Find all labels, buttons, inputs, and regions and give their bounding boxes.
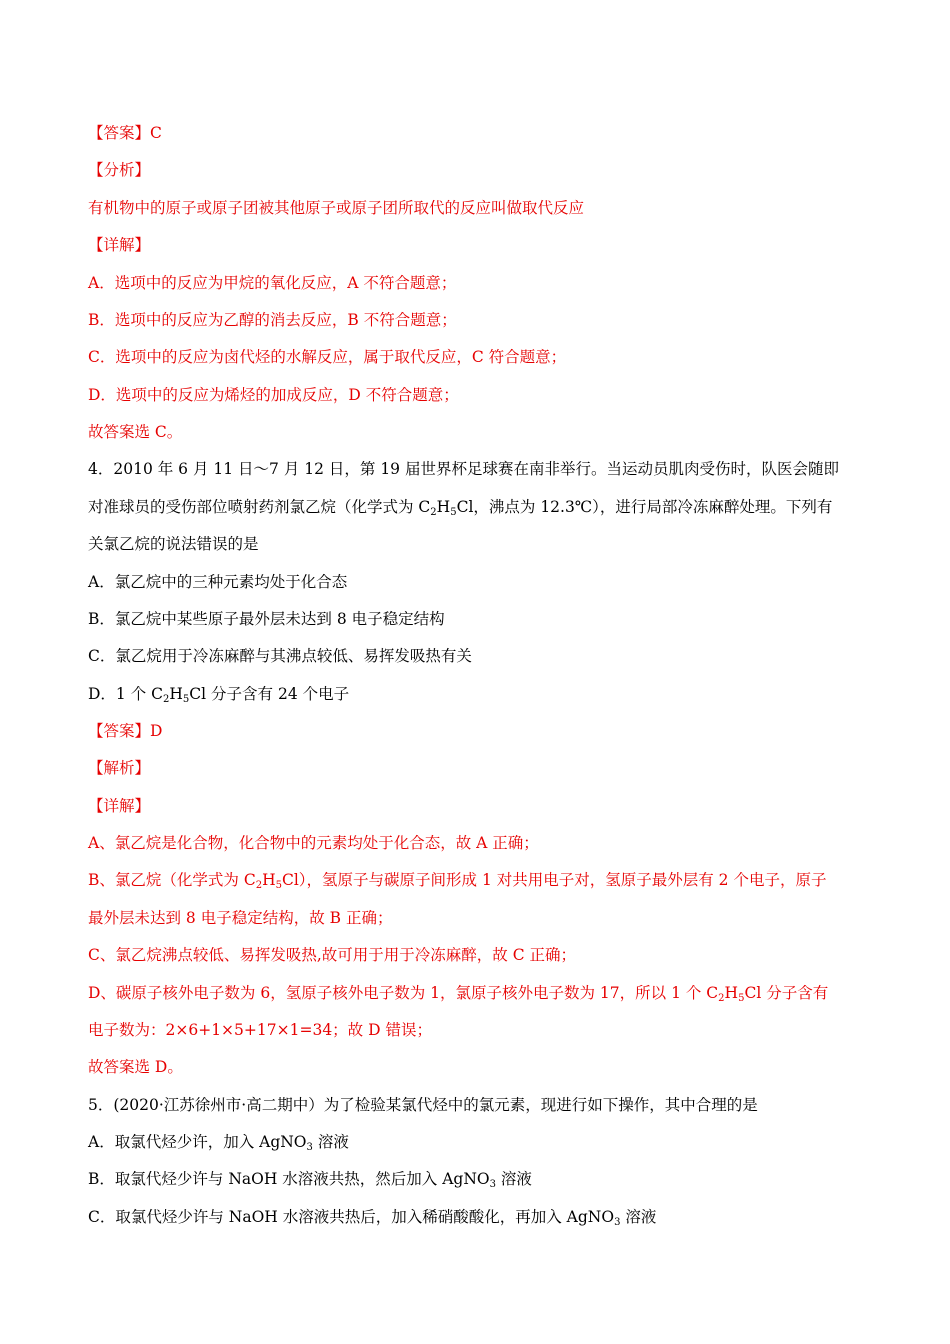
text-line	[88, 831, 890, 855]
text-line	[88, 644, 890, 668]
text-segment: A、氯乙烷是化合物，化合物中的元素均处于化合态，故 A 正确；	[88, 834, 539, 852]
text-segment: 溶液	[312, 1133, 349, 1151]
text-line	[88, 233, 890, 257]
text-segment: B．氯乙烷中某些原子最外层未达到 8 电子稳定结构	[88, 610, 445, 628]
subscript: 2	[718, 993, 725, 1004]
text-line	[88, 906, 890, 930]
subscript: 5	[450, 507, 457, 518]
text-segment: C．氯乙烷用于冷冻麻醉与其沸点较低、易挥发吸热有关	[88, 647, 472, 665]
text-segment: 【答案】D	[88, 722, 163, 740]
text-segment: 【详解】	[88, 236, 151, 254]
text-line	[88, 457, 890, 481]
text-segment: 对准球员的受伤部位喷射药剂氯乙烷（化学式为 C	[88, 498, 431, 516]
text-segment: H	[262, 871, 276, 889]
subscript: 5	[738, 993, 745, 1004]
text-segment: 有机物中的原子或原子团被其他原子或原子团所取代的反应叫做取代反应	[88, 199, 585, 217]
text-line	[88, 570, 890, 594]
text-line	[88, 719, 890, 743]
text-line	[88, 943, 890, 967]
text-segment: H	[169, 685, 183, 703]
text-segment: D、碳原子核外电子数为 6，氢原子核外电子数为 1，氯原子核外电子数为 17，所以 1 个 C	[88, 984, 719, 1002]
subscript: 2	[430, 507, 437, 518]
text-segment: 【详解】	[88, 797, 151, 815]
text-line	[88, 383, 890, 407]
text-line	[88, 981, 890, 1005]
subscript: 3	[489, 1179, 496, 1190]
text-line	[88, 345, 890, 369]
subscript: 3	[614, 1217, 621, 1228]
text-segment: 溶液	[495, 1170, 532, 1188]
text-segment: C、氯乙烷沸点较低、易挥发吸热,故可用于用于冷冻麻醉，故 C 正确；	[88, 946, 577, 964]
text-segment: B、氯乙烷（化学式为 C	[88, 871, 256, 889]
subscript: 5	[182, 694, 190, 705]
text-segment: Cl 分子含有	[744, 984, 829, 1002]
text-segment: B．选项中的反应为乙醇的消去反应，B 不符合题意；	[88, 311, 457, 329]
text-segment: 最外层未达到 8 电子稳定结构，故 B 正确；	[88, 909, 393, 927]
text-segment: 溶液	[620, 1208, 657, 1226]
text-line	[88, 1167, 890, 1191]
text-segment: H	[724, 984, 739, 1002]
text-segment: A．取氯代烃少许，加入 AgNO	[88, 1133, 307, 1151]
text-line	[88, 196, 890, 220]
text-segment: 关氯乙烷的说法错误的是	[88, 535, 259, 553]
text-line	[88, 756, 890, 780]
text-segment: D．1 个 C	[88, 685, 164, 703]
text-segment: 5．(2020·江苏徐州市·高二期中）为了检验某氯代烃中的氯元素，现进行如下操作，其中合理的是	[88, 1096, 758, 1114]
subscript: 2	[255, 880, 263, 891]
text-segment: C．选项中的反应为卤代烃的水解反应，属于取代反应，C 符合题意；	[88, 348, 567, 366]
text-line	[88, 532, 890, 556]
text-line	[88, 868, 890, 892]
text-segment: Cl，沸点为 12.3℃），进行局部冷冻麻醉处理。下列有	[456, 498, 833, 516]
text-segment: 【分析】	[88, 161, 151, 179]
text-line	[88, 794, 890, 818]
text-line	[88, 495, 890, 519]
text-segment: 【解析】	[88, 759, 151, 777]
text-line	[88, 121, 890, 145]
text-line	[88, 607, 890, 631]
text-segment: 电子数为：2×6+1×5+17×1=34；故 D 错误；	[88, 1021, 432, 1039]
text-segment: Cl），氢原子与碳原子间形成 1 对共用电子对，氢原子最外层有 2 个电子，原子	[281, 871, 827, 889]
text-segment: 故答案选 D。	[88, 1058, 183, 1076]
text-segment: D．选项中的反应为烯烃的加成反应，D 不符合题意；	[88, 386, 459, 404]
text-segment: C．取氯代烃少许与 NaOH 水溶液共热后，加入稀硝酸酸化，再加入 AgNO	[88, 1208, 615, 1226]
text-line	[88, 1130, 890, 1154]
text-line	[88, 420, 890, 444]
subscript: 5	[275, 880, 282, 891]
text-line	[88, 308, 890, 332]
text-segment: 4．2010 年 6 月 11 日～7 月 12 日，第 19 届世界杯足球赛在南非举行。当运动员肌肉受伤时，队医会随即	[88, 460, 839, 478]
text-line	[88, 1093, 890, 1117]
text-line	[88, 271, 890, 295]
text-line	[88, 158, 890, 182]
text-segment: B．取氯代烃少许与 NaOH 水溶液共热，然后加入 AgNO	[88, 1170, 490, 1188]
text-line	[88, 1018, 890, 1042]
text-segment: A．选项中的反应为甲烷的氧化反应，A 不符合题意；	[88, 274, 457, 292]
text-line	[88, 1205, 890, 1229]
text-segment: H	[436, 498, 451, 516]
text-line	[88, 1055, 890, 1079]
text-line	[88, 682, 890, 706]
text-segment: Cl 分子含有 24 个电子	[189, 685, 350, 703]
text-segment: 故答案选 C。	[88, 423, 183, 441]
text-segment: 【答案】C	[88, 124, 162, 142]
text-segment: A．氯乙烷中的三种元素均处于化合态	[88, 573, 348, 591]
subscript: 2	[163, 694, 170, 705]
subscript: 3	[306, 1142, 313, 1153]
